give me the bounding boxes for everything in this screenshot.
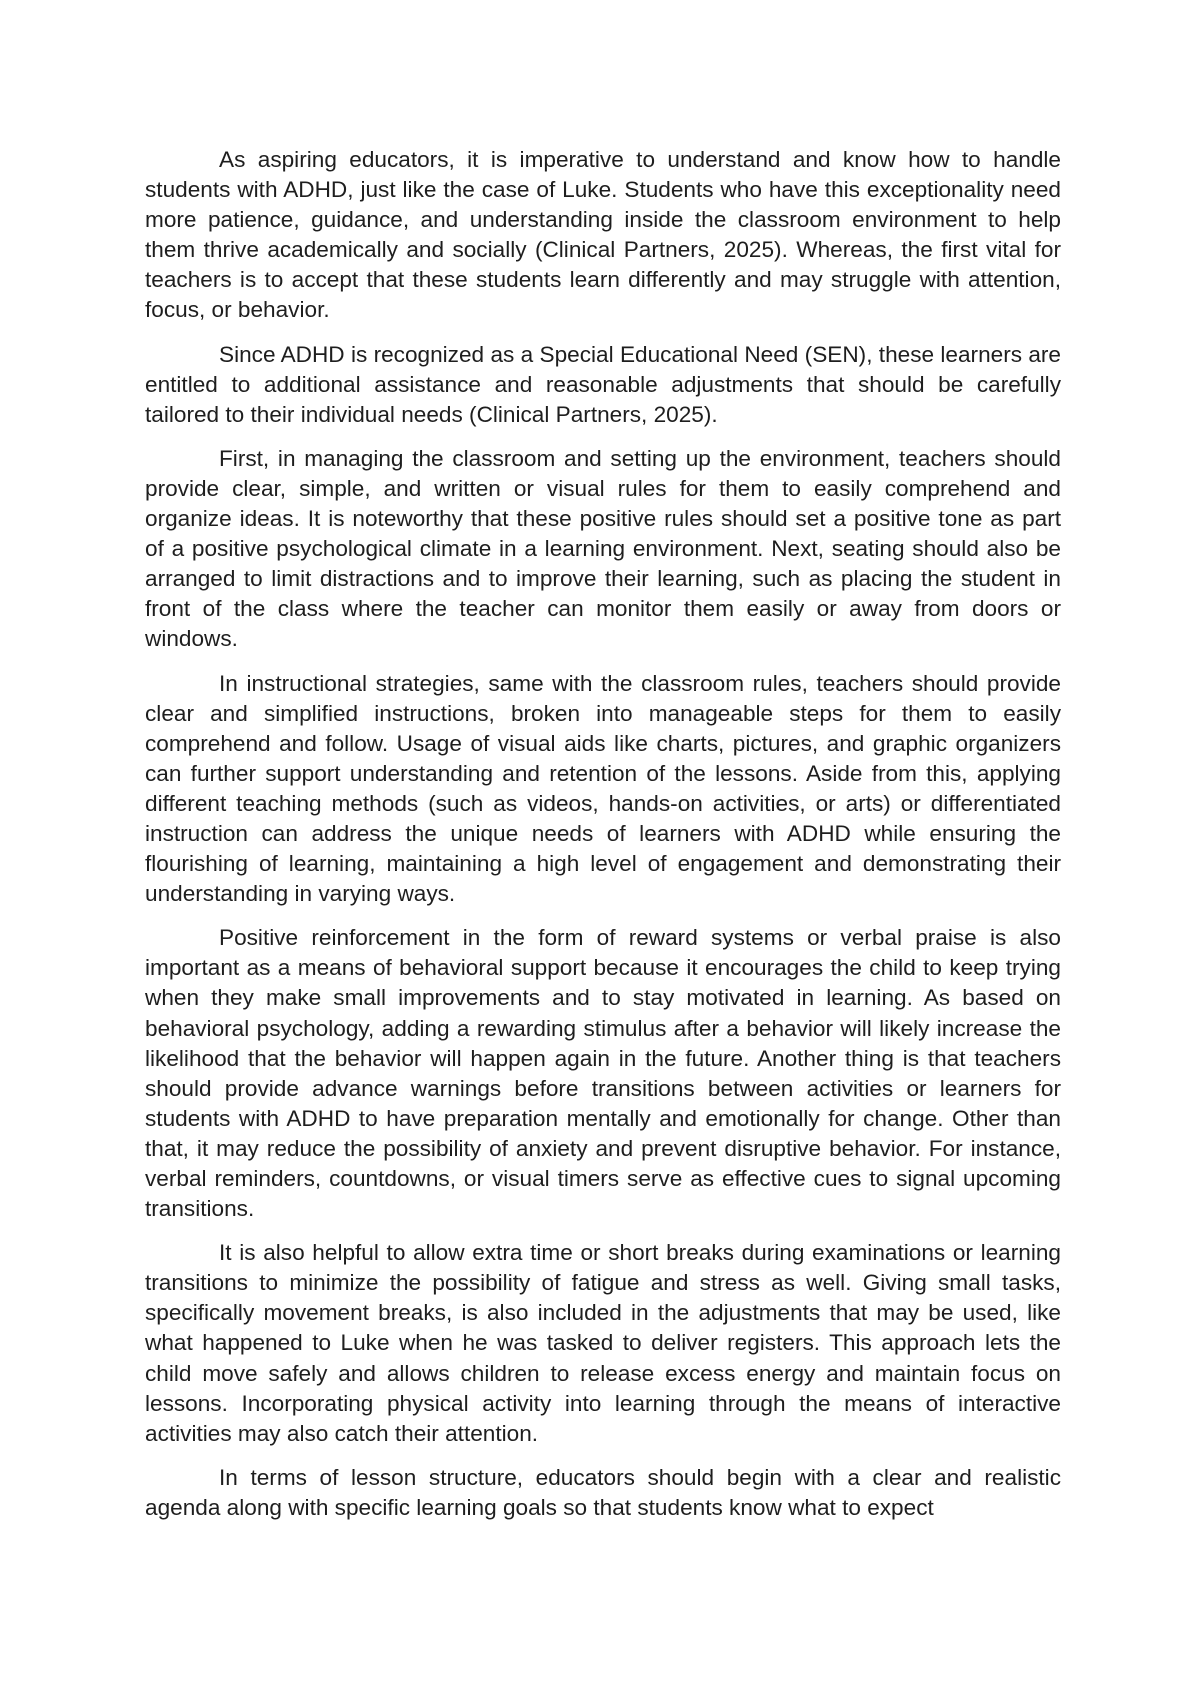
paragraph-sen: Since ADHD is recognized as a Special Educational Need (SEN), these learners are entitled to additional assistance and reasonable adjustments that should be carefully tailored to their individual needs (Clinical Partners, 2025). — [145, 341, 1061, 427]
document-body — [145, 145, 1061, 1523]
paragraph-classroom-management: First, in managing the classroom and setting up the environment, teachers should provide clear, simple, and written or visual rules for them to easily comprehend and organize ideas. It is noteworthy that these positive rules should set a positive tone as part of a positive psychological climate in a learning environment. Next, seating should also be arranged to limit distractions and to improve their learning, such as placing the student in front of the class where the teacher can monitor them easily or away from doors or windows. — [145, 445, 1061, 652]
paragraph-positive-reinforcement: Positive reinforcement in the form of reward systems or verbal praise is also important as a means of behavioral support because it encourages the child to keep trying when they make small improvements and to stay motivated in learning. As based on behavioral psychology, adding a rewarding stimulus after a behavior will likely increase the likelihood that the behavior will happen again in the future. Another thing is that teachers should provide advance warnings before transitions between activities or learners for students with ADHD to have preparation mentally and emotionally for change. Other than that, it may reduce the possibility of anxiety and prevent disruptive behavior. For instance, verbal reminders, countdowns, or visual timers serve as effective cues to signal upcoming transitions. — [145, 925, 1061, 1222]
paragraph-intro: As aspiring educators, it is imperative to understand and know how to handle students with ADHD, just like the case of Luke. Students who have this exceptionality need more patience, guidance, and understanding inside the classroom environment to help them thrive academically and socially (Clinical Partners, 2025). Whereas, the first vital for teachers is to accept that these students learn differently and may struggle with attention, focus, or behavior. — [145, 147, 1061, 323]
paragraph-extra-time-breaks: It is also helpful to allow extra time or short breaks during examinations or learning transitions to minimize the possibility of fatigue and stress as well. Giving small tasks, specifically movement breaks, is also included in the adjustments that may be used, like what happened to Luke when he was tasked to deliver registers. This approach lets the child move safely and allows children to release excess energy and maintain focus on lessons. Incorporating physical activity into learning through the means of interactive activities may also catch their attention. — [145, 1240, 1061, 1446]
paragraph-lesson-structure: In terms of lesson structure, educators should begin with a clear and realistic agenda along with specific learning goals so that students know what to expect — [145, 1464, 1061, 1520]
paragraph-instructional-strategies: In instructional strategies, same with the classroom rules, teachers should provide clear and simplified instructions, broken into manageable steps for them to easily comprehend and follow. Usage of visual aids like charts, pictures, and graphic organizers can further support understanding and retention of the lessons. Aside from this, applying different teaching methods (such as videos, hands-on activities, or arts) or differentiated instruction can address the unique needs of learners with ADHD while ensuring the flourishing of learning, maintaining a high level of engagement and demonstrating their understanding in varying ways. — [145, 670, 1061, 907]
